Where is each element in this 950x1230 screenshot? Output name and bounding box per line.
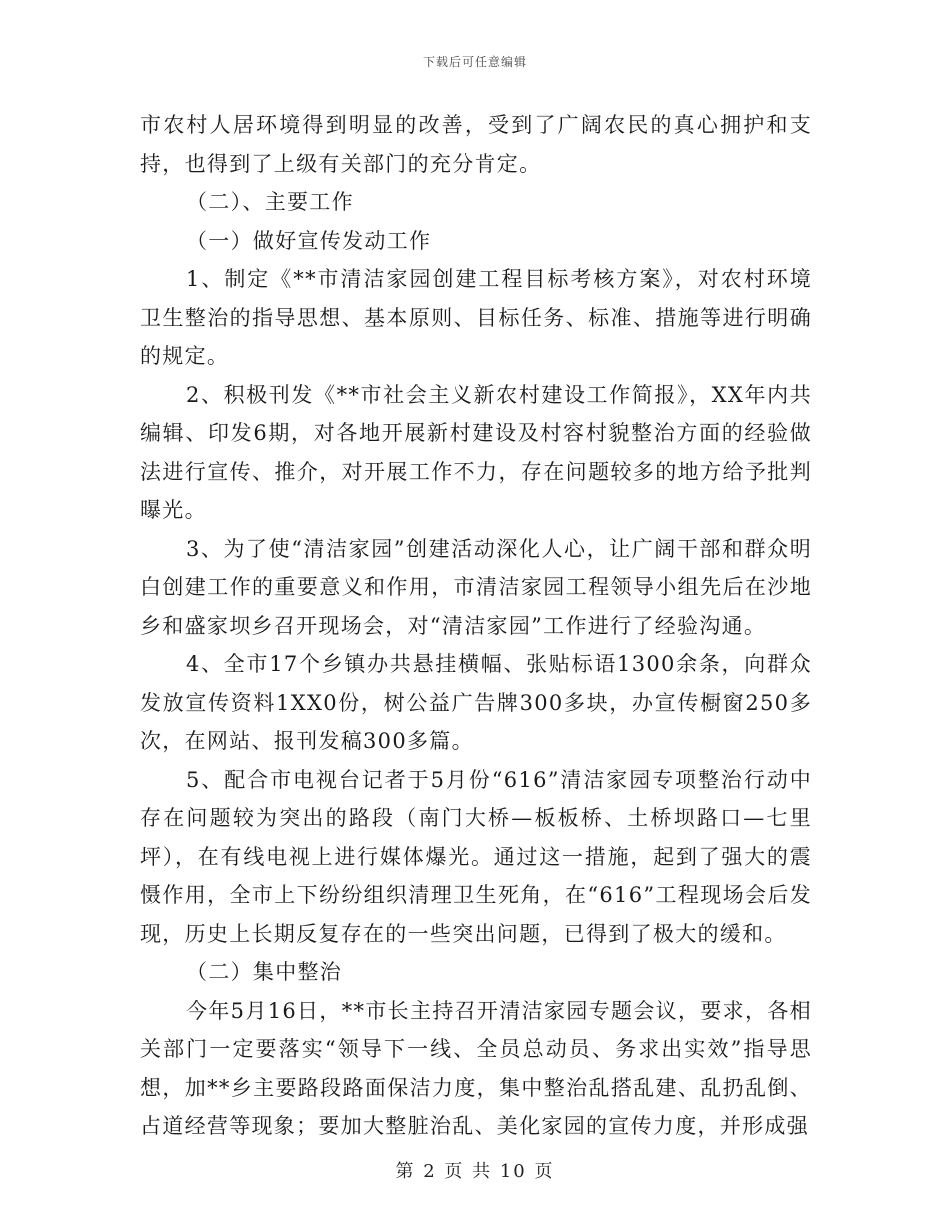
subsection-heading-publicity: （一）做好宣传发动工作	[186, 228, 432, 253]
page-number-footer: 第 2 页 共 10 页	[395, 1161, 555, 1182]
paragraph-item-2: 2、积极刊发《**市社会主义新农村建设工作简报》，XX年内共编辑、印发6期，对各地开展新村建设及村容村貌整治方面的经验做法进行宣传、推介，对开展工作不力，存在问题较多的地方给予批判曝光。	[140, 382, 812, 522]
section-heading-main-work: （二）、主要工作	[186, 190, 354, 214]
paragraph-item-5: 5、配合市电视台记者于5月份“616”清洁家园专项整治行动中存在问题较为突出的路段（南门大桥—板板桥、土桥坝路口—七里坪），在有线电视上进行媒体爆光。通过这一措施，起到了强大的震慑作用，全市上下纷纷组织清理卫生死角，在“616”工程现场会后发现，历史上长期反复存在的一些突出问题，已得到了极大的缓和。	[140, 767, 812, 946]
paragraph-continuation: 市农村人居环境得到明显的改善，受到了广阔农民的真心拥护和支持，也得到了上级有关部门的充分肯定。	[140, 113, 812, 176]
paragraph-meeting: 今年5月16日，**市长主持召开清洁家园专题会议，要求，各相关部门一定要落实“领导下一线、全员总动员、务求出实效”指导思想，加**乡主要路段路面保洁力度，集中整治乱搭乱建、乱扔乱倒、占道经营等现象；要加大整脏治乱、美化家园的宣传力度，并形成强	[140, 998, 812, 1138]
subsection-heading-concentrated-rectification: （二）集中整治	[186, 960, 343, 984]
document-body	[140, 106, 812, 1146]
paragraph-item-3: 3、为了使“清洁家园”创建活动深化人心，让广阔干部和群众明白创建工作的重要意义和作用，市清洁家园工程领导小组先后在沙地乡和盛家坝乡召开现场会，对“清洁家园”工作进行了经验沟通。	[140, 536, 812, 638]
paragraph-item-1: 1、制定《**市清洁家园创建工程目标考核方案》，对农村环境卫生整治的指导思想、基本原则、目标任务、标准、措施等进行明确的规定。	[140, 267, 812, 368]
paragraph-item-4: 4、全市17个乡镇办共悬挂横幅、张贴标语1300余条，向群众发放宣传资料1XX0份，树公益广告牌300多块，办宣传橱窗250多次，在网站、报刊发稿300多篇。	[140, 652, 812, 753]
page-header-note: 下载后可任意编辑	[422, 55, 527, 69]
